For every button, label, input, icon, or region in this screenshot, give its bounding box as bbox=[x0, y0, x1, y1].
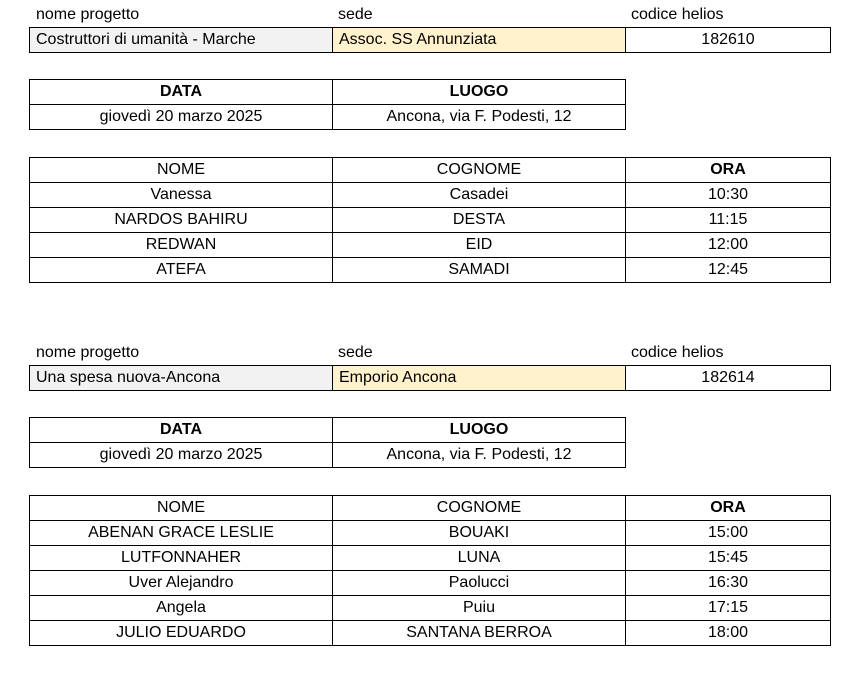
time-cell: 10:30 bbox=[626, 183, 831, 208]
surname-cell: BOUAKI bbox=[333, 521, 626, 546]
date-header: DATA bbox=[30, 418, 333, 443]
date-place-table bbox=[29, 417, 626, 468]
time-cell: 17:15 bbox=[626, 596, 831, 621]
time-cell: 15:45 bbox=[626, 546, 831, 571]
time-cell: 18:00 bbox=[626, 621, 831, 646]
name-cell: Uver Alejandro bbox=[30, 571, 333, 596]
name-cell: Angela bbox=[30, 596, 333, 621]
site-label: sede bbox=[338, 344, 373, 361]
project-info-table bbox=[29, 27, 831, 53]
name-column-header: NOME bbox=[30, 496, 333, 521]
surname-cell: DESTA bbox=[333, 208, 626, 233]
table-row bbox=[30, 546, 831, 571]
name-column-header: NOME bbox=[30, 158, 333, 183]
table-row bbox=[30, 233, 831, 258]
site-label: sede bbox=[338, 6, 373, 23]
name-cell: NARDOS BAHIRU bbox=[30, 208, 333, 233]
surname-cell: Puiu bbox=[333, 596, 626, 621]
project-name-cell: Una spesa nuova-Ancona bbox=[30, 366, 333, 391]
surname-cell: Paolucci bbox=[333, 571, 626, 596]
name-cell: ABENAN GRACE LESLIE bbox=[30, 521, 333, 546]
project-info-table bbox=[29, 365, 831, 391]
appointments-table bbox=[29, 495, 831, 646]
code-label: codice helios bbox=[631, 6, 724, 23]
site-cell: Assoc. SS Annunziata bbox=[333, 28, 626, 53]
surname-cell: SAMADI bbox=[333, 258, 626, 283]
table-row bbox=[30, 596, 831, 621]
project-name-cell: Costruttori di umanità - Marche bbox=[30, 28, 333, 53]
surname-cell: EID bbox=[333, 233, 626, 258]
table-row bbox=[30, 571, 831, 596]
code-label: codice helios bbox=[631, 344, 724, 361]
time-cell: 15:00 bbox=[626, 521, 831, 546]
table-row bbox=[30, 258, 831, 283]
time-column-header: ORA bbox=[626, 158, 831, 183]
time-cell: 12:45 bbox=[626, 258, 831, 283]
place-header: LUOGO bbox=[333, 80, 626, 105]
table-row bbox=[30, 621, 831, 646]
code-cell: 182614 bbox=[626, 366, 831, 391]
place-header: LUOGO bbox=[333, 418, 626, 443]
name-cell: Vanessa bbox=[30, 183, 333, 208]
table-header-row bbox=[30, 496, 831, 521]
table-header-row bbox=[30, 158, 831, 183]
date-value: giovedì 20 marzo 2025 bbox=[30, 443, 333, 468]
date-place-table bbox=[29, 79, 626, 130]
surname-cell: LUNA bbox=[333, 546, 626, 571]
time-column-header: ORA bbox=[626, 496, 831, 521]
surname-column-header: COGNOME bbox=[333, 496, 626, 521]
name-cell: JULIO EDUARDO bbox=[30, 621, 333, 646]
table-row bbox=[30, 208, 831, 233]
site-cell: Emporio Ancona bbox=[333, 366, 626, 391]
date-header: DATA bbox=[30, 80, 333, 105]
project-label: nome progetto bbox=[36, 6, 140, 23]
place-value: Ancona, via F. Podesti, 12 bbox=[333, 443, 626, 468]
surname-cell: SANTANA BERROA bbox=[333, 621, 626, 646]
place-value: Ancona, via F. Podesti, 12 bbox=[333, 105, 626, 130]
code-cell: 182610 bbox=[626, 28, 831, 53]
name-cell: ATEFA bbox=[30, 258, 333, 283]
name-cell: LUTFONNAHER bbox=[30, 546, 333, 571]
time-cell: 16:30 bbox=[626, 571, 831, 596]
time-cell: 12:00 bbox=[626, 233, 831, 258]
table-row bbox=[30, 521, 831, 546]
time-cell: 11:15 bbox=[626, 208, 831, 233]
project-label: nome progetto bbox=[36, 344, 140, 361]
table-row bbox=[30, 183, 831, 208]
appointments-table bbox=[29, 157, 831, 283]
name-cell: REDWAN bbox=[30, 233, 333, 258]
surname-cell: Casadei bbox=[333, 183, 626, 208]
date-value: giovedì 20 marzo 2025 bbox=[30, 105, 333, 130]
surname-column-header: COGNOME bbox=[333, 158, 626, 183]
